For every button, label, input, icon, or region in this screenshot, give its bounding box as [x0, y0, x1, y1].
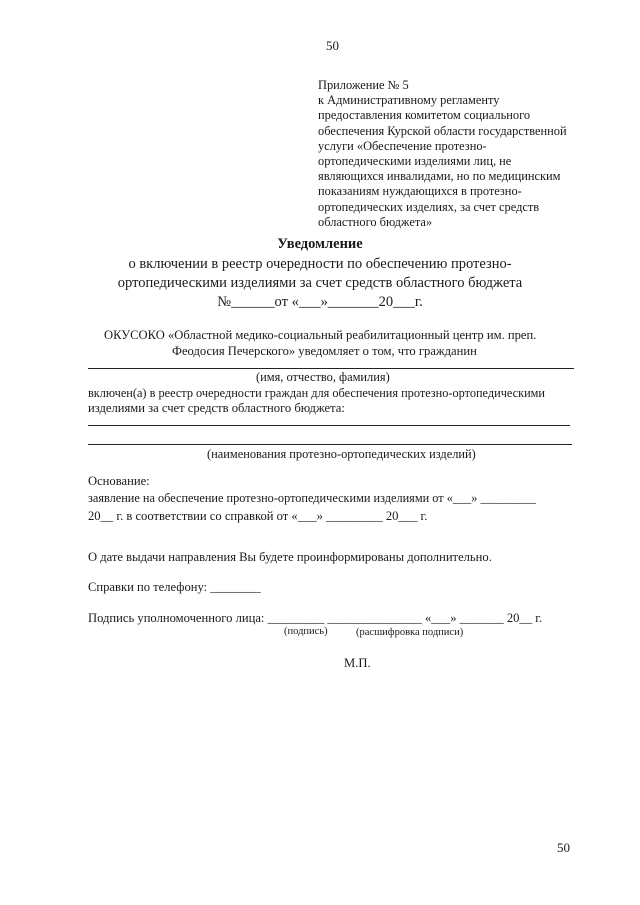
products-field-line — [88, 444, 572, 445]
name-field-line — [88, 368, 574, 369]
document-number-date: №______от «___»_______20___г. — [217, 294, 423, 310]
products-field-caption: (наименования протезно-ортопедических изделий) — [207, 447, 476, 461]
signature-decoding-caption: (расшифровка подписи) — [356, 627, 464, 638]
name-field-caption: (имя, отчество, фамилия) — [256, 370, 390, 384]
org-line: Феодосия Печерского» уведомляет о том, что гражданин — [172, 344, 477, 358]
org-line: ОКУСОКО «Областной медико-социальный реабилитационный центр им. преп. — [104, 328, 537, 342]
basis-line: заявление на обеспечение протезно-ортопедическими изделиями от «___» _________ — [88, 491, 536, 505]
basis-line: 20__ г. в соответствии со справкой от «___» _________ 20___ г. — [88, 509, 428, 523]
products-field-line — [88, 425, 570, 426]
appendix-line: предоставления комитетом социального — [318, 108, 531, 123]
appendix-line: обеспечения Курской области государственной — [318, 123, 567, 138]
appendix-line: областного бюджета» — [318, 214, 433, 229]
appendix-line: к Административному регламенту — [318, 93, 500, 108]
phone-text: Справки по телефону: ________ — [88, 580, 261, 594]
document-heading: Уведомление — [277, 236, 363, 252]
signature-line: Подпись уполномоченного лица: _________ _______________ «___» _______ 20__ г. — [88, 611, 543, 625]
appendix-line: услуги «Обеспечение протезно- — [318, 138, 487, 153]
document-subtitle-line: ортопедическими изделиями за счет средств областного бюджета — [117, 275, 523, 291]
stamp-place: М.П. — [344, 656, 371, 670]
included-line: включен(а) в реестр очередности граждан для обеспечения протезно-ортопедическими — [88, 386, 546, 400]
appendix-line: Приложение № 5 — [318, 78, 409, 92]
page-number-bottom: 50 — [557, 840, 570, 855]
included-line: изделиями за счет средств областного бюджета: — [88, 401, 345, 415]
appendix-line: являющихся инвалидами, но по медицинским — [318, 169, 561, 184]
appendix-line: ортопедических изделиях, за счет средств — [318, 199, 540, 214]
basis-label: Основание: — [88, 474, 150, 488]
appendix-line: показаниям нуждающихся в протезно- — [318, 184, 522, 199]
info-text: О дате выдачи направления Вы будете проинформированы дополнительно. — [88, 550, 492, 564]
appendix-line: ортопедическими изделиями лиц, не — [318, 154, 512, 169]
signature-caption: (подпись) — [284, 626, 328, 637]
page-number-top: 50 — [326, 38, 339, 53]
appendix-header — [318, 78, 588, 230]
document-subtitle-line: о включении в реестр очередности по обеспечению протезно- — [128, 256, 512, 272]
